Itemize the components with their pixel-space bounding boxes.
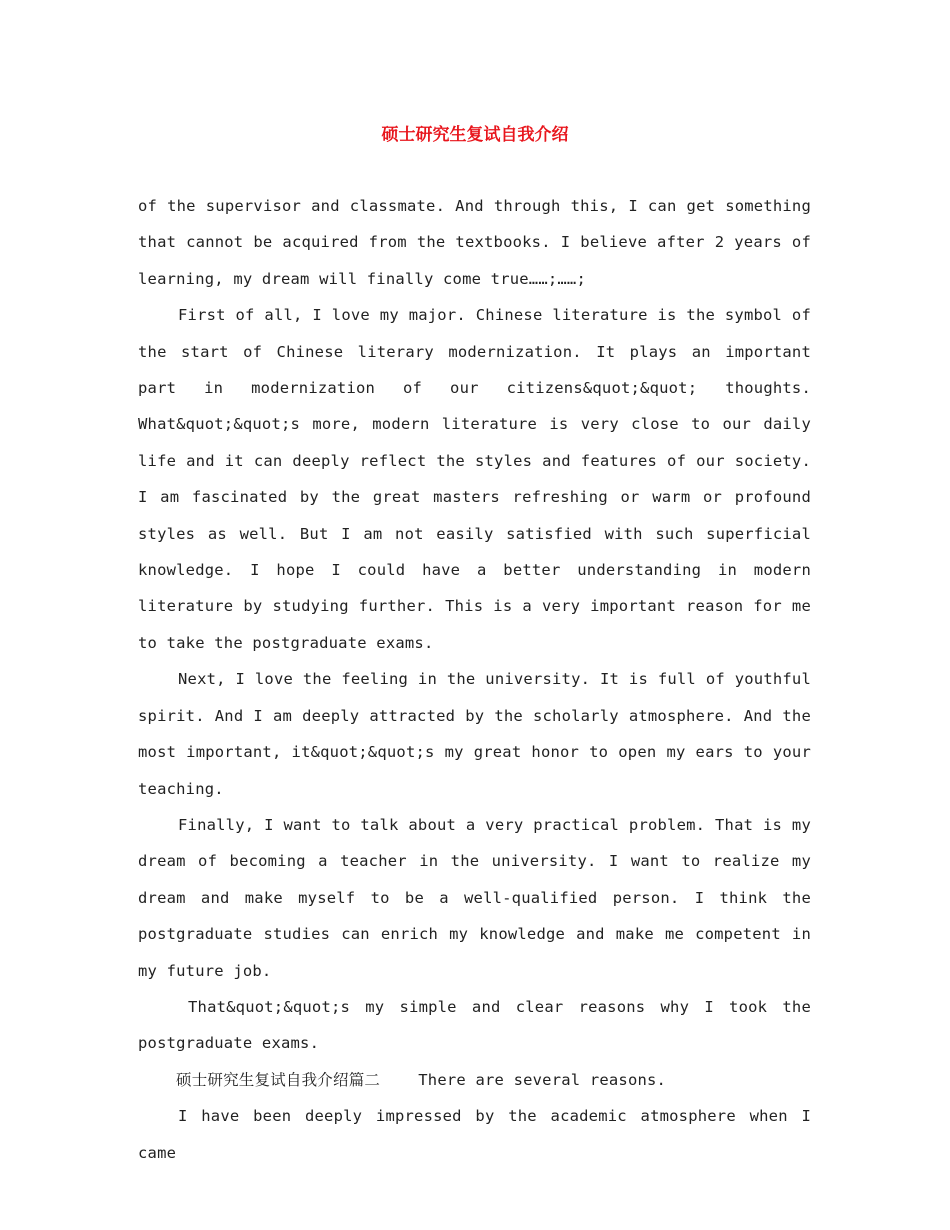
document-body <box>138 188 811 1171</box>
paragraph-major: First of all, I love my major. Chinese literature is the symbol of the start of Chinese literary modernization. It plays an important part in modernization of our citizens&quot;&quot; thoughts. What&quot;&quot;s more, modern literature is very close to our daily life and it can deeply reflect the styles and features of our society. I am fascinated by the great masters refreshing or warm or profound styles as well. But I am not easily satisfied with such superficial knowledge. I hope I could have a better understanding in modern literature by studying further. This is a very important reason for me to take the postgraduate exams. <box>138 306 811 652</box>
paragraph-university: Next, I love the feeling in the university. It is full of youthful spirit. And I am deeply attracted by the scholarly atmosphere. And the most important, it&quot;&quot;s my great honor to open my ears to your teaching. <box>138 670 811 798</box>
paragraph-practical: Finally, I want to talk about a very practical problem. That is my dream of becoming a teacher in the university. I want to realize my dream and make myself to be a well-qualified person. I think the postgraduate studies can enrich my knowledge and make me competent in my future job. <box>138 815 811 980</box>
paragraph-continuation: of the supervisor and classmate. And through this, I can get something that cannot be acquired from the textbooks. I believe after 2 years of learning, my dream will finally come true……;……; <box>138 197 811 288</box>
page-title: 硕士研究生复试自我介绍 <box>381 125 569 145</box>
paragraph-conclusion: That&quot;&quot;s my simple and clear reasons why I took the postgraduate exams. <box>138 997 811 1053</box>
section-intro: There are several reasons. <box>418 1070 667 1089</box>
section-heading-line <box>138 1062 811 1098</box>
section-heading: 硕士研究生复试自我介绍篇二 <box>176 1070 381 1089</box>
paragraph-last: I have been deeply impressed by the academic atmosphere when I came <box>138 1107 811 1162</box>
